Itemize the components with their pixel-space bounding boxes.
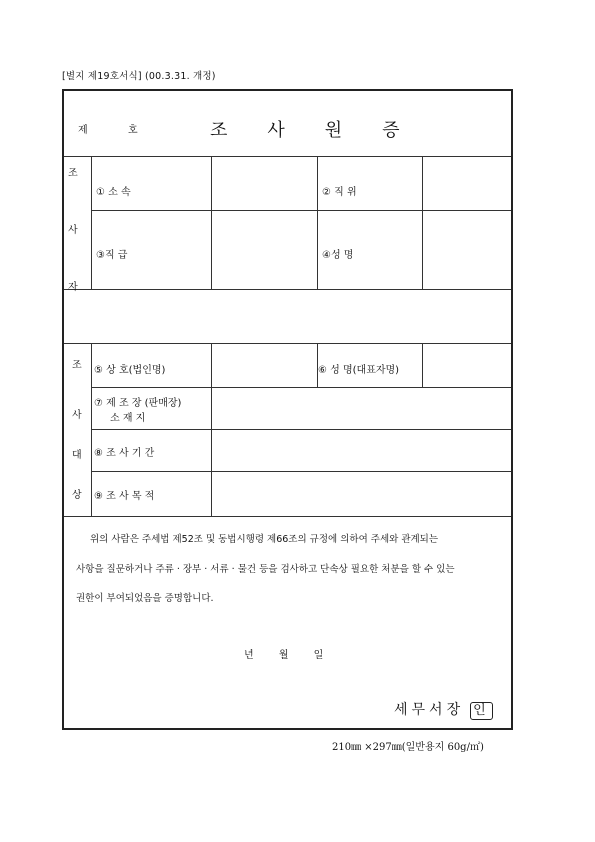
certificate-title: 조사원증	[210, 120, 440, 141]
date-line: 년 월 일	[244, 650, 324, 661]
paper-size-note: 210㎜ ×297㎜(일반용지 60g/㎡)	[332, 742, 484, 753]
grade-field[interactable]	[212, 211, 316, 288]
certificate-frame	[62, 89, 513, 730]
tax-office-head-signature: 세무서장 인	[394, 699, 493, 720]
target-side-label: 사	[72, 410, 82, 421]
name-label: ④성 명	[322, 250, 354, 261]
affiliation-label: ① 소 속	[96, 187, 131, 198]
investigator-side-label: 사	[68, 225, 78, 236]
statement-line: 사항을 질문하거나 주류 · 장부 · 서류 · 물건 등을 검사하고 단속상 필요한 처분을 할 수 있는	[76, 564, 455, 575]
investigator-side-label: 자	[68, 282, 78, 293]
representative-field[interactable]	[423, 344, 511, 386]
divider	[317, 156, 318, 289]
grade-label: ③직 급	[96, 250, 128, 261]
form-number-note: [별지 제19호서식] (00.3.31. 개정)	[62, 71, 216, 82]
statement-line: 위의 사람은 주세법 제52조 및 동법시행령 제66조의 규정에 의하여 주세와 관계되는	[90, 534, 439, 545]
location-label-line2: 소 재 지	[110, 413, 146, 424]
period-field[interactable]	[212, 430, 511, 470]
affiliation-field[interactable]	[212, 157, 316, 209]
representative-label: ⑥ 성 명(대표자명)	[318, 365, 400, 376]
target-side-label: 대	[72, 450, 82, 461]
statement-line: 권한이 부여되었음을 증명합니다.	[76, 593, 214, 604]
target-side-label: 조	[72, 360, 82, 371]
investigator-side-label: 조	[68, 168, 78, 179]
seal-mark: 인	[470, 702, 493, 720]
name-field[interactable]	[423, 211, 511, 288]
purpose-field[interactable]	[212, 472, 511, 515]
purpose-label: ⑨ 조 사 목 적	[94, 491, 155, 502]
location-label-line1: ⑦ 제 조 장 (판매장)	[94, 398, 182, 409]
period-label: ⑧ 조 사 기 간	[94, 448, 155, 459]
photo-blank-area	[64, 290, 511, 343]
number-label-prefix: 제	[78, 125, 88, 136]
divider	[64, 516, 511, 517]
position-field[interactable]	[423, 157, 511, 209]
location-field[interactable]	[212, 388, 511, 428]
position-label: ② 직 위	[322, 187, 357, 198]
number-label-suffix: 호	[128, 125, 138, 136]
divider	[91, 156, 92, 289]
company-label: ⑤ 상 호(법인명)	[94, 365, 166, 376]
target-side-label: 상	[72, 490, 82, 501]
company-field[interactable]	[212, 344, 316, 386]
